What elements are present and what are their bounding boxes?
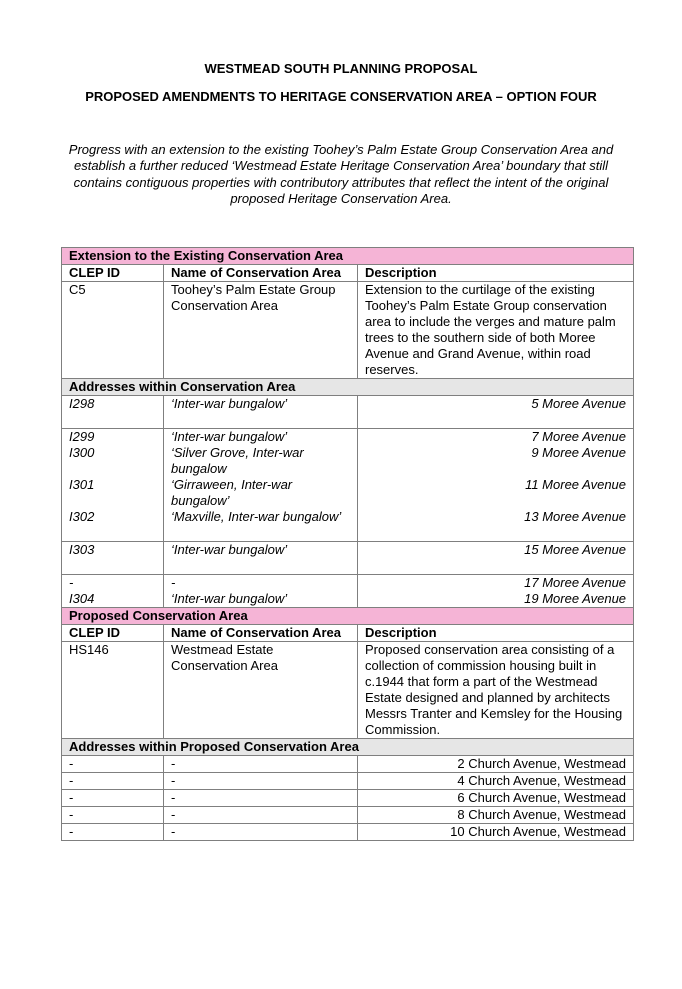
address-name: -: [164, 807, 358, 824]
address-value: 11 Moree Avenue: [358, 477, 634, 509]
address-id: -: [62, 807, 164, 824]
conservation-table: [61, 247, 634, 841]
address-row: [62, 396, 634, 413]
clep-id-cell: C5: [62, 282, 164, 379]
address-name: -: [164, 773, 358, 790]
address-value: 9 Moree Avenue: [358, 445, 634, 477]
table-row: [62, 642, 634, 739]
address-value: 6 Church Avenue, Westmead: [358, 790, 634, 807]
spacer-row: [62, 412, 634, 429]
column-header: Description: [358, 265, 634, 282]
address-row: [62, 756, 634, 773]
address-row: [62, 591, 634, 608]
address-name: ‘Inter-war bungalow’: [164, 396, 358, 413]
address-value: 19 Moree Avenue: [358, 591, 634, 608]
column-header: Name of Conservation Area: [164, 265, 358, 282]
address-id: -: [62, 790, 164, 807]
address-row: [62, 575, 634, 592]
address-value: 7 Moree Avenue: [358, 429, 634, 446]
address-id: -: [62, 575, 164, 592]
section-heading-row: [62, 608, 634, 625]
address-id: -: [62, 756, 164, 773]
address-row: [62, 542, 634, 559]
section-heading-row: [62, 248, 634, 265]
area-name-cell: Westmead Estate Conservation Area: [164, 642, 358, 739]
address-row: [62, 807, 634, 824]
address-name: -: [164, 790, 358, 807]
addresses-heading-row: [62, 739, 634, 756]
intro-paragraph: Progress with an extension to the existing Toohey’s Palm Estate Group Conservation Area and establish a further reduced ‘Westmead Estate Heritage Conservation Area’ boundary that still contains contiguous properties with contributory attributes that reflect the intent of the original proposed Heritage Conservation Area.: [68, 142, 614, 207]
addresses-heading-row: [62, 379, 634, 396]
address-value: 2 Church Avenue, Westmead: [358, 756, 634, 773]
spacer-row: [62, 558, 634, 575]
addresses-heading: Addresses within Conservation Area: [62, 379, 634, 396]
column-header: Description: [358, 625, 634, 642]
address-id: I300: [62, 445, 164, 477]
address-row: [62, 509, 634, 525]
address-value: 15 Moree Avenue: [358, 542, 634, 559]
address-id: I298: [62, 396, 164, 413]
address-id: I299: [62, 429, 164, 446]
description-cell: Extension to the curtilage of the existing Toohey’s Palm Estate Group conservation area to include the verges and mature palm trees to the southern side of both Moree Avenue and Grand Avenue, within road reserves.: [358, 282, 634, 379]
address-name: ‘Silver Grove, Inter-war bungalow: [164, 445, 358, 477]
address-id: I304: [62, 591, 164, 608]
column-header: CLEP ID: [62, 625, 164, 642]
table-row: [62, 282, 634, 379]
address-value: 4 Church Avenue, Westmead: [358, 773, 634, 790]
column-header-row: [62, 625, 634, 642]
area-name-cell: Toohey’s Palm Estate Group Conservation Area: [164, 282, 358, 379]
address-value: 10 Church Avenue, Westmead: [358, 824, 634, 841]
address-row: [62, 773, 634, 790]
address-name: -: [164, 824, 358, 841]
document-title: WESTMEAD SOUTH PLANNING PROPOSAL: [204, 61, 478, 76]
address-name: ‘Inter-war bungalow’: [164, 429, 358, 446]
address-name: -: [164, 756, 358, 773]
document-subtitle: PROPOSED AMENDMENTS TO HERITAGE CONSERVATION AREA – OPTION FOUR: [85, 89, 597, 104]
address-row: [62, 477, 634, 509]
column-header: CLEP ID: [62, 265, 164, 282]
address-name: ‘Girraween, Inter-war bungalow’: [164, 477, 358, 509]
address-name: -: [164, 575, 358, 592]
description-cell: Proposed conservation area consisting of a collection of commission housing built in c.1944 that form a part of the Westmead Estate designed and planned by architects Messrs Tranter and Kemsley for the Housing Commission.: [358, 642, 634, 739]
address-value: 17 Moree Avenue: [358, 575, 634, 592]
clep-id-cell: HS146: [62, 642, 164, 739]
address-name: ‘Inter-war bungalow’: [164, 542, 358, 559]
section-heading: Proposed Conservation Area: [62, 608, 634, 625]
addresses-heading: Addresses within Proposed Conservation Area: [62, 739, 634, 756]
section-heading: Extension to the Existing Conservation Area: [62, 248, 634, 265]
address-row: [62, 445, 634, 477]
address-id: -: [62, 824, 164, 841]
address-name: ‘Inter-war bungalow’: [164, 591, 358, 608]
address-id: I302: [62, 509, 164, 525]
address-id: I303: [62, 542, 164, 559]
spacer-row: [62, 525, 634, 542]
address-value: 13 Moree Avenue: [358, 509, 634, 525]
address-id: I301: [62, 477, 164, 509]
address-row: [62, 824, 634, 841]
address-row: [62, 790, 634, 807]
column-header: Name of Conservation Area: [164, 625, 358, 642]
address-row: [62, 429, 634, 446]
address-value: 8 Church Avenue, Westmead: [358, 807, 634, 824]
address-value: 5 Moree Avenue: [358, 396, 634, 413]
address-id: -: [62, 773, 164, 790]
address-name: ‘Maxville, Inter-war bungalow’: [164, 509, 358, 525]
column-header-row: [62, 265, 634, 282]
